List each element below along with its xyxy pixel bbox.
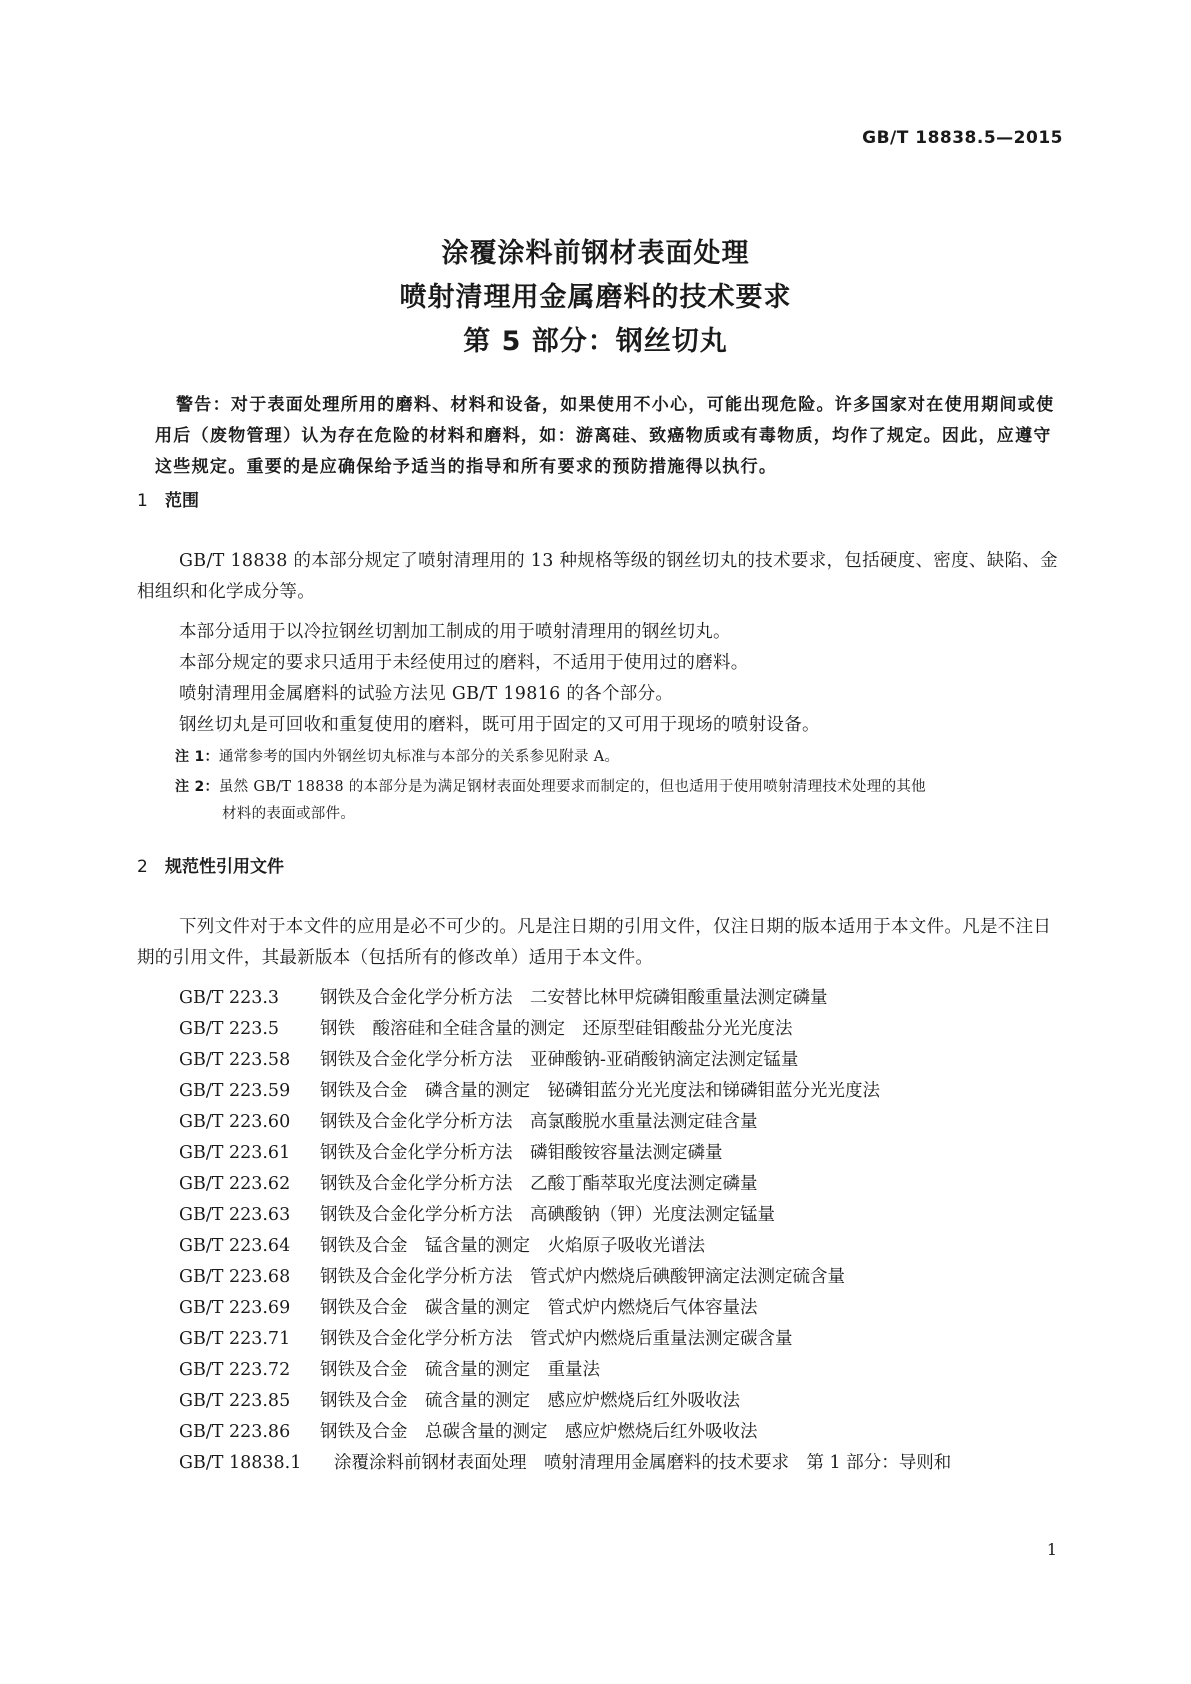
reference-code: GB/T 223.63 [179, 1205, 291, 1225]
reference-item [179, 1139, 723, 1164]
reference-code: GB/T 223.61 [179, 1143, 291, 1163]
reference-title: 涂覆涂料前钢材表面处理 喷射清理用金属磨料的技术要求 第 1 部分：导则和 [334, 1453, 952, 1473]
reference-title: 钢铁及合金 锰含量的测定 火焰原子吸收光谱法 [320, 1236, 705, 1256]
reference-title: 钢铁及合金化学分析方法 高碘酸钠（钾）光度法测定锰量 [320, 1205, 775, 1225]
section-1-title: 范围 [165, 491, 199, 511]
reference-code: GB/T 223.58 [179, 1050, 291, 1070]
document-title [0, 232, 1191, 364]
section-1-paragraph-5: 钢丝切丸是可回收和重复使用的磨料，既可用于固定的又可用于现场的喷射设备。 [179, 715, 820, 735]
reference-code: GB/T 223.5 [179, 1019, 280, 1039]
reference-code: GB/T 223.85 [179, 1391, 291, 1411]
reference-title: 钢铁及合金 碳含量的测定 管式炉内燃烧后气体容量法 [320, 1298, 758, 1318]
warning-paragraph: 警告：对于表面处理所用的磨料、材料和设备，如果使用不小心，可能出现危险。许多国家对在使用期间或使用后（废物管理）认为存在危险的材料和磨料，如：游离硅、致癌物质或有毒物质，均作了规定。因此，应遵守这些规定。重要的是应确保给予适当的指导和所有要求的预防措施得以执行。 [155, 395, 1055, 477]
reference-title: 钢铁及合金 硫含量的测定 感应炉燃烧后红外吸收法 [320, 1391, 740, 1411]
section-1-paragraph-3: 本部分规定的要求只适用于未经使用过的磨料，不适用于使用过的磨料。 [179, 653, 749, 673]
reference-title: 钢铁及合金化学分析方法 磷钼酸铵容量法测定磷量 [320, 1143, 723, 1163]
reference-item [179, 1077, 880, 1102]
section-1-number: 1 [137, 491, 148, 511]
reference-item [179, 984, 828, 1009]
reference-item [179, 1294, 758, 1319]
section-2-intro: 下列文件对于本文件的应用是必不可少的。凡是注日期的引用文件，仅注日期的版本适用于本文件。凡是不注日期的引用文件，其最新版本（包括所有的修改单）适用于本文件。 [137, 917, 1052, 968]
reference-item [179, 1015, 793, 1040]
section-1-paragraph-4: 喷射清理用金属磨料的试验方法见 GB/T 19816 的各个部分。 [179, 684, 674, 704]
note-1-text: 通常参考的国内外钢丝切丸标准与本部分的关系参见附录 A。 [218, 749, 620, 765]
title-line-3: 第 5 部分：钢丝切丸 [463, 326, 728, 357]
reference-code: GB/T 223.68 [179, 1267, 291, 1287]
section-1-heading [137, 486, 199, 511]
note-2-continuation: 材料的表面或部件。 [222, 806, 356, 822]
reference-code: GB/T 223.3 [179, 988, 280, 1008]
reference-code: GB/T 223.64 [179, 1236, 291, 1256]
reference-code: GB/T 223.69 [179, 1298, 291, 1318]
reference-item [179, 1201, 775, 1226]
reference-item [179, 1449, 951, 1474]
section-2-title: 规范性引用文件 [165, 857, 284, 877]
section-1-paragraph-2: 本部分适用于以冷拉钢丝切割加工制成的用于喷射清理用的钢丝切丸。 [179, 622, 731, 642]
section-2-heading [137, 852, 284, 877]
reference-item [179, 1170, 758, 1195]
reference-title: 钢铁及合金化学分析方法 高氯酸脱水重量法测定硅含量 [320, 1112, 758, 1132]
reference-item [179, 1263, 845, 1288]
reference-title: 钢铁及合金化学分析方法 管式炉内燃烧后重量法测定碳含量 [320, 1329, 793, 1349]
reference-title: 钢铁及合金化学分析方法 二安替比林甲烷磷钼酸重量法测定磷量 [320, 988, 828, 1008]
reference-item [179, 1418, 758, 1443]
reference-item [179, 1356, 600, 1381]
title-line-1: 涂覆涂料前钢材表面处理 [441, 238, 750, 269]
reference-title: 钢铁及合金化学分析方法 乙酸丁酯萃取光度法测定磷量 [320, 1174, 758, 1194]
section-2-number: 2 [137, 857, 148, 877]
note-1 [175, 744, 1065, 771]
reference-item [179, 1046, 798, 1071]
reference-title: 钢铁及合金 总碳含量的测定 感应炉燃烧后红外吸收法 [320, 1422, 758, 1442]
reference-code: GB/T 223.59 [179, 1081, 291, 1101]
page-number: 1 [1046, 1540, 1057, 1559]
reference-title: 钢铁及合金化学分析方法 管式炉内燃烧后碘酸钾滴定法测定硫含量 [320, 1267, 845, 1287]
reference-title: 钢铁及合金 硫含量的测定 重量法 [320, 1360, 600, 1380]
standard-code: GB/T 18838.5—2015 [862, 128, 1063, 148]
reference-item [179, 1232, 705, 1257]
reference-title: 钢铁 酸溶硅和全硅含量的测定 还原型硅钼酸盐分光光度法 [320, 1019, 793, 1039]
reference-code: GB/T 223.86 [179, 1422, 291, 1442]
reference-item [179, 1108, 758, 1133]
reference-code: GB/T 223.71 [179, 1329, 291, 1349]
section-1-paragraph-1: GB/T 18838 的本部分规定了喷射清理用的 13 种规格等级的钢丝切丸的技术要求，包括硬度、密度、缺陷、金相组织和化学成分等。 [137, 551, 1058, 602]
reference-code: GB/T 18838.1 [179, 1453, 302, 1473]
reference-code: GB/T 223.72 [179, 1360, 291, 1380]
reference-title: 钢铁及合金 磷含量的测定 铋磷钼蓝分光光度法和锑磷钼蓝分光光度法 [320, 1081, 880, 1101]
reference-item [179, 1387, 740, 1412]
title-line-2: 喷射清理用金属磨料的技术要求 [399, 282, 792, 313]
note-2-label: 注 2： [175, 779, 219, 795]
reference-title: 钢铁及合金化学分析方法 亚砷酸钠-亚硝酸钠滴定法测定锰量 [320, 1050, 799, 1070]
note-1-label: 注 1： [175, 749, 219, 765]
reference-code: GB/T 223.62 [179, 1174, 291, 1194]
reference-code: GB/T 223.60 [179, 1112, 291, 1132]
note-2-text: 虽然 GB/T 18838 的本部分是为满足钢材表面处理要求而制定的，但也适用于使用喷射清理技术处理的其他 [218, 779, 926, 795]
reference-item [179, 1325, 793, 1350]
note-2 [175, 774, 1065, 828]
